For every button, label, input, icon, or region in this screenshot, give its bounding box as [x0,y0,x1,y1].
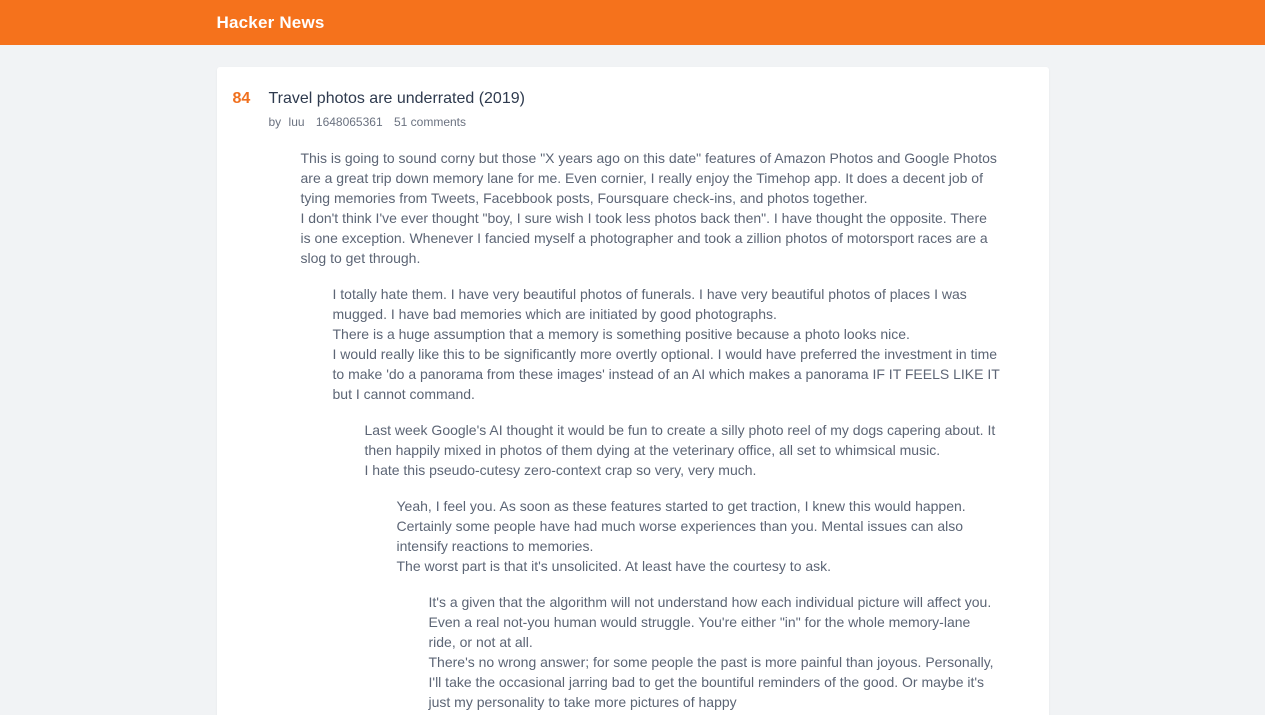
comment-paragraph: I hate this pseudo-cutesy zero-context crap so very, very much. [364,462,757,478]
post-author-link[interactable]: luu [288,115,305,129]
comment-paragraph: The worst part is that it's unsolicited. At least have the courtesy to ask. [396,558,832,574]
comment-paragraph: There is a huge assumption that a memory is something positive because a photo looks nice. [332,326,910,342]
comment [333,284,1001,404]
comment [397,496,1001,576]
comment-paragraph: Yeah, I feel you. As soon as these features started to get traction, I knew this would happen. Certainly some people have had much worse experiences than you. Mental issues can also intensify reactions to memories. [396,498,966,554]
post-byline [269,114,1001,130]
post-timestamp: 1648065361 [315,115,383,129]
post-header [233,88,1001,130]
page-background [0,45,1265,715]
comment-paragraph: There's no wrong answer; for some people the past is more painful than joyous. Personally, I'll take the occasional jarring bad to get the bountiful reminders of the good. Or maybe it's just my personality to take more pictures of happy [428,654,994,710]
comment [365,420,1001,480]
app-header [0,0,1265,45]
comment-paragraph: I would really like this to be significantly more overtly optional. I would have preferred the investment in time to make 'do a panorama from these images' instead of an AI which makes a panorama IF IT FEELS LIKE IT but I cannot command. [332,346,1000,402]
byline-prefix: by [268,115,282,129]
story-card [217,67,1049,715]
comment [429,592,1001,712]
comment-paragraph: I totally hate them. I have very beautiful photos of funerals. I have very beautiful photos of places I was mugged. I have bad memories which are initiated by good photographs. [332,286,967,322]
header-inner [217,13,1049,33]
comment-paragraph: Last week Google's AI thought it would be fun to create a silly photo reel of my dogs capering about. It then happily mixed in photos of them dying at the veterinary office, all set to whimsical music. [364,422,996,458]
comments-count-link[interactable]: 51 comments [393,115,467,129]
site-title[interactable]: Hacker News [216,12,325,32]
post-title[interactable]: Travel photos are underrated (2019) [268,90,525,107]
comment-paragraph: This is going to sound corny but those "X years ago on this date" features of Amazon Photos and Google Photos are a great trip down memory lane for me. Even cornier, I really enjoy the Timehop app. It does a decent job of tying memories from Tweets, Facebbook posts, Foursquare check-ins, and photos together. [300,150,997,206]
comment-paragraph: I don't think I've ever thought "boy, I sure wish I took less photos back then". I have thought the opposite. There is one exception. Whenever I fancied myself a photographer and took a zillion photos of motorsport races are a slog to get through. [300,210,988,266]
post-score: 84 [232,90,251,107]
comment-paragraph: It's a given that the algorithm will not understand how each individual picture will affect you. Even a real not-you human would struggle. You're either "in" for the whole memory-lane ride, or not at all. [428,594,992,650]
comment [301,148,1001,268]
comments-list [301,148,1001,712]
post-meta [269,88,1001,130]
